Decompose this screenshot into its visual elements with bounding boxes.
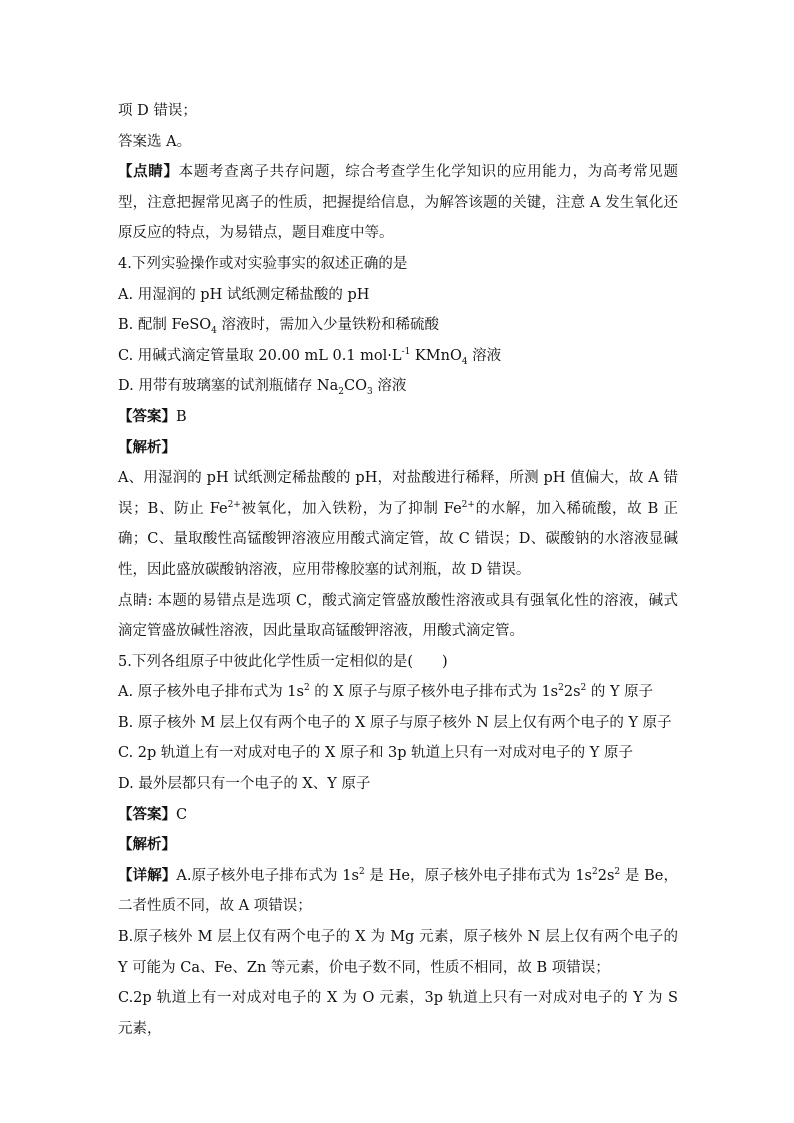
- prev-line-1: 项 D 错误；: [118, 103, 197, 119]
- q4-d-sub2: 3: [367, 387, 373, 398]
- q4-b-sub: 4: [211, 326, 217, 337]
- q4-d-mid: CO: [344, 378, 367, 395]
- q4-note: 点睛: 本题的易错点是选项 C，酸式滴定管盛放酸性溶液或具有强氧化性的溶液，碱式滴定管盛放碱性溶液，因此量取高锰酸钾溶液，用酸式滴定管。: [118, 592, 678, 640]
- q4-analysis-part3: 的水解，加入稀硫酸，故 B 正确；C、量取酸性高锰酸钾溶液应用酸式滴定管，故 C 错误；D、碳酸钠的水溶液显碱性，因此盛放碳酸钠溶液，应用带橡胶塞的试剂瓶，故 D 错误。: [118, 500, 678, 578]
- q5-detail-a-sup2: 2: [592, 867, 598, 878]
- q5-stem: 5.下列各组原子中彼此化学性质一定相似的是( ): [118, 653, 448, 670]
- dianjing-paragraph: [118, 157, 678, 249]
- q4-analysis-sup2: 2+: [461, 499, 475, 510]
- q5-analysis-tag: 【解析】: [118, 836, 176, 854]
- q5-a-part1: A. 原子核外电子排布式为 1s: [118, 684, 304, 701]
- q5-a-sup2: 2: [558, 683, 564, 694]
- q5-detail-tag: 【详解】: [118, 866, 177, 884]
- document-page: [118, 96, 678, 1044]
- q5-a-part4: 的 Y 原子: [586, 684, 654, 701]
- q5-detail-a-part3: 2s: [597, 867, 615, 884]
- q4-analysis-part2: 被氧化，加入铁粉，为了抑制 Fe: [240, 500, 462, 517]
- q4-analysis-part1: A、用湿润的 pH 试纸测定稀盐酸的 pH，对盐酸进行稀释，所测 pH 值偏大，故 A 错误；B、防止 Fe: [118, 470, 678, 517]
- q5-detail-a-part1: A.原子核外电子排布式为 1s: [176, 867, 359, 884]
- q5-a-sup3: 2: [580, 683, 587, 694]
- q4-answer-value: B: [176, 408, 187, 425]
- q5-option-b: B. 原子核外 M 层上仅有两个电子的 X 原子与原子核外 N 层上仅有两个电子的 Y 原子: [118, 714, 672, 731]
- q5-detail-b: B.原子核外 M 层上仅有两个电子的 X 为 Mg 元素，原子核外 N 层上仅有两个电子的 Y 可能为 Ca、Fe、Zn 等元素，价电子数不同，性质不相同，故 B 项错误；: [118, 929, 678, 976]
- q4-b-post: 溶液时，需加入少量铁粉和稀硫酸: [216, 317, 439, 334]
- q5-option-a: [118, 677, 678, 708]
- q5-detail-a-part2: 是 He，原子核外电子排布式为 1s: [364, 867, 592, 884]
- q5-detail-a-sup1: 2: [358, 867, 365, 878]
- dianjing-tag: 【点睛】: [118, 163, 179, 181]
- q4-c-post: 溶液: [467, 347, 502, 364]
- q4-analysis-sup1: 2+: [227, 499, 241, 510]
- q5-detail-a-sup3: 2: [614, 867, 621, 878]
- q4-option-b: [118, 310, 678, 341]
- q4-option-c: [118, 341, 678, 372]
- q5-answer-tag: 【答案】: [118, 805, 176, 823]
- q5-answer-value: C: [176, 806, 188, 823]
- prev-line-2: 答案选 A。: [118, 133, 192, 150]
- q4-c-text: C. 用碱式滴定管量取 20.00 mL 0.1 mol·L: [118, 347, 402, 364]
- q4-d-text: D. 用带有玻璃塞的试剂瓶储存 Na: [118, 378, 339, 395]
- q5-a-part3: 2s: [563, 684, 581, 701]
- q4-d-post: 溶液: [372, 378, 407, 395]
- q4-b-text: B. 配制 FeSO: [118, 317, 212, 334]
- q4-c-sup: -1: [401, 346, 411, 357]
- q5-a-sup1: 2: [303, 683, 310, 694]
- q4-analysis: [118, 463, 678, 585]
- q4-option-a: A. 用湿润的 pH 试纸测定稀盐酸的 pH: [118, 286, 370, 303]
- q5-a-part2: 的 X 原子与原子核外电子排布式为 1s: [309, 684, 559, 701]
- q4-stem: 4.下列实验操作或对实验事实的叙述正确的是: [118, 255, 408, 272]
- q4-analysis-tag: 【解析】: [118, 438, 176, 456]
- q5-answer: [118, 800, 678, 831]
- q4-option-d: [118, 371, 678, 402]
- q5-option-c: C. 2p 轨道上有一对成对电子的 X 原子和 3p 轨道上只有一对成对电子的 Y 原子: [118, 745, 633, 762]
- dianjing-text: 本题考查离子共存问题，综合考查学生化学知识的应用能力，为高考常见题型，注意把握常见离子的性质，把握提给信息，为解答该题的关键，注意 A 发生氧化还原反应的特点，为易错点，题目难度中等。: [118, 164, 679, 242]
- q4-c-mid: KMnO: [410, 347, 462, 364]
- q5-detail-a-part4: 是 Be，二者性质不同，故 A 项错误；: [118, 867, 678, 915]
- q4-c-sub: 4: [461, 356, 468, 367]
- q5-detail-c: C.2p 轨道上有一对成对电子的 X 为 O 元素，3p 轨道上只有一对成对电子的 Y 为 S 元素，: [118, 990, 678, 1037]
- q4-answer-tag: 【答案】: [118, 407, 176, 425]
- q5-detail-a: [118, 861, 678, 922]
- q4-answer: [118, 402, 678, 433]
- q5-option-d: D. 最外层都只有一个电子的 X、Y 原子: [118, 776, 371, 793]
- q4-d-sub1: 2: [338, 387, 345, 398]
